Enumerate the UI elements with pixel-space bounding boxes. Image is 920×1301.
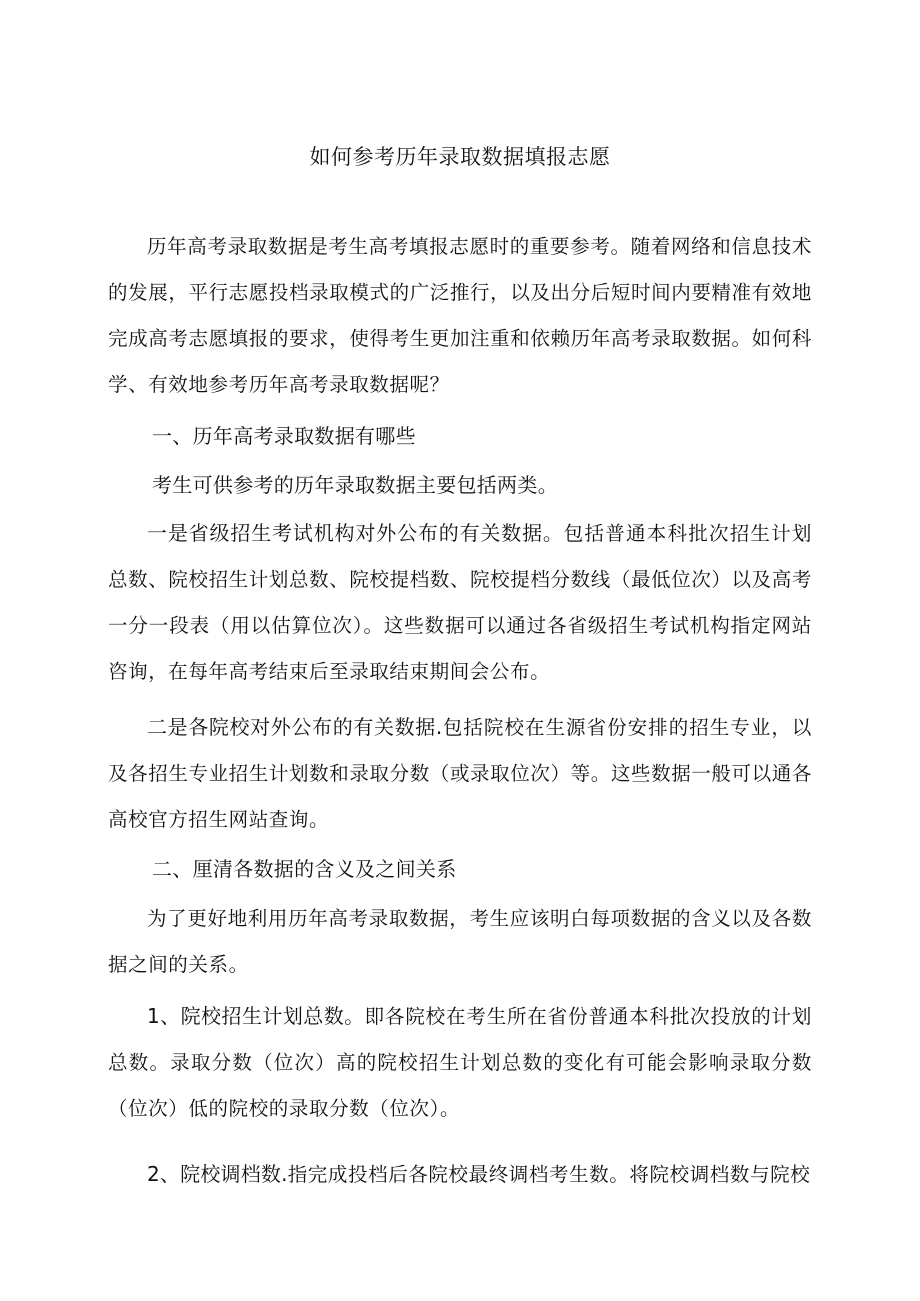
- section-1-item-1-text: 包括普通本科批次招生计划总数、院校招生计划总数、院校提档数、院校提档分数线（最低位次）以及高考一分一段表（用以估算位次）。这些数据可以通过各省级招生考试机构指定网站咨询，在每年高考结束后至录取结束期间会公布。: [108, 522, 813, 683]
- section-2-point-2-text: 指完成投档后各院校最终调档考生数。将院校调档数与院校: [287, 1163, 811, 1186]
- section-1-item-1-paragraph: [108, 510, 812, 695]
- section-2-point-1-lead: 1、院校招生计划总数。: [147, 1004, 365, 1028]
- section-2-point-2-paragraph: [108, 1151, 812, 1198]
- section-2-point-1-text: 即各院校在考生所在省份普通本科批次投放的计划总数。录取分数（位次）高的院校招生计划总数的变化有可能会影响录取分数（位次）低的院校的录取分数（位次）。: [108, 1005, 812, 1120]
- section-1-item-2-text: 包括院校在生源省份安排的招生专业，以及各招生专业招生计划数和录取分数（或录取位次）等。这些数据一般可以通各高校官方招生网站查询。: [108, 716, 813, 831]
- section-1-subheading: 考生可供参考的历年录取数据主要包括两类。: [152, 473, 558, 497]
- section-2-point-1-paragraph: [108, 993, 812, 1132]
- section-1-item-1-lead: 一是省级招生考试机构对外公布的有关数据。: [147, 521, 564, 545]
- section-2-heading: 二、厘清各数据的含义及之间关系: [152, 857, 457, 881]
- section-1-heading: 一、历年高考录取数据有哪些: [152, 424, 416, 448]
- intro-paragraph: 历年高考录取数据是考生高考填报志愿时的重要参考。随着网络和信息技术的发展，平行志愿投档录取模式的广泛推行，以及出分后短时间内要精准有效地完成高考志愿填报的要求，使得考生更加注重和依赖历年高考录取数据。如何科学、有效地参考历年高考录取数据呢？: [108, 235, 812, 396]
- section-2-intro-paragraph: 为了更好地利用历年高考录取数据，考生应该明白每项数据的含义以及各数据之间的关系。: [108, 907, 812, 976]
- section-1-item-2-paragraph: [108, 704, 812, 843]
- document-title: 如何参考历年录取数据填报志愿: [309, 145, 611, 169]
- section-1-item-2-lead: 二是各院校对外公布的有关数据.: [147, 715, 443, 739]
- section-2-point-2-lead: 2、院校调档数.: [147, 1162, 288, 1186]
